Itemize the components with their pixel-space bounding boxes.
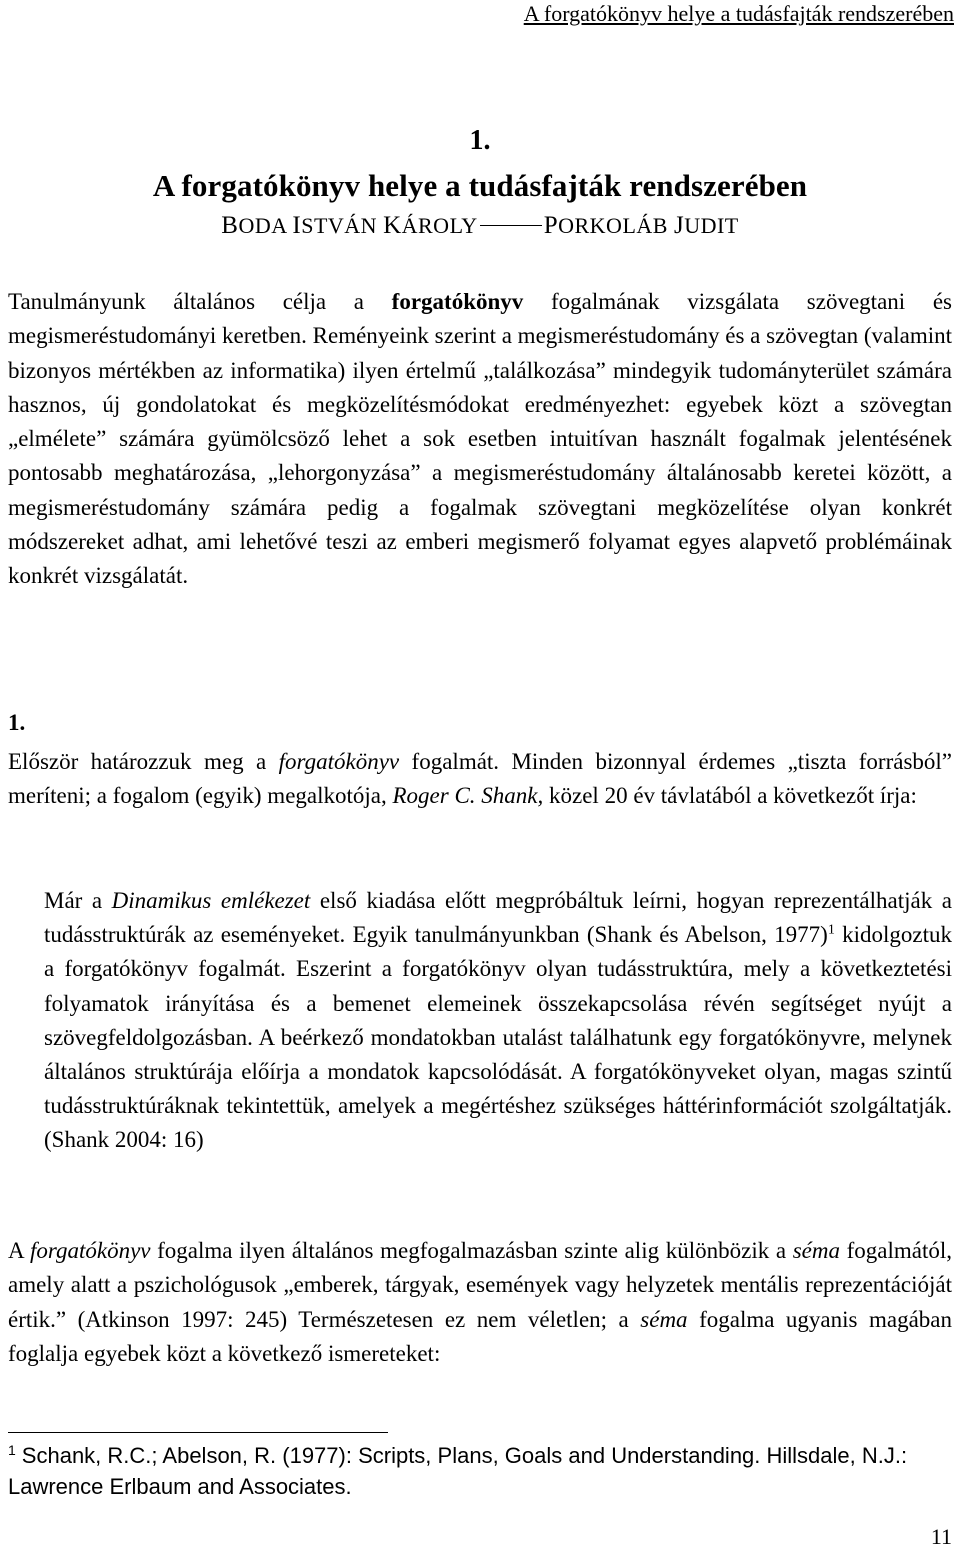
intro-text: fogalmának vizsgálata szövegtani és megismeréstudományi keretben. Reményeink szerint a megismeréstudomány és a szövegtan (valamint bizonyos mértékben az informatika) ilyen értelmű „találkozása” mindegyik tudományterület számára hasznos, új gondolatokat és megközelítésmódokat eredményezhet: egyebek közt a szövegtan „elmélete” számára gyümölcsöző lehet a sok esetben intuitívan használt fogalmak jelentésének pontosabb meghatározása, „lehorgonyzása” a megismeréstudomány általánosabb keretei között, a megismeréstudomány számára pedig a fogalmak szövegtani megközelítése olyan konkrét módszereket adhat, ami lehetővé teszi az emberi megismerő folyamat egyes alapvető problémáinak konkrét vizsgálatát. (8, 289, 952, 589)
footnote-text: Schank, R.C.; Abelson, R. (1977): Scripts, Plans, Goals and Understanding. Hillsdale, N.J.: Lawrence Erlbaum and Associates. (8, 1443, 908, 1499)
author-separator-dash (480, 225, 542, 226)
author-name-part: ORKOLÁB (558, 213, 674, 238)
author-name-part: ODA (238, 213, 293, 238)
body-text: A (8, 1238, 30, 1263)
quote-text: kidolgoztuk a forgatókönyv fogalmát. Eszerint a forgatókönyv olyan tudásstruktúra, mely a következtetési folyamatok irányítása és a bemenet elemeinek összekapcsolása révén segítséget nyújt a szövegfeldolgozásban. A beérkező mondatokban utalást találhatunk egy forgatókönyvre, melynek általános struktúrája előírja a mondatok kapcsolódását. A forgatókönyveket olyan, magas szintű tudásstruktúráknak tekintettük, amelyek a megértéshez szükséges háttérinformációt szolgáltatják. (Shank 2004: 16) (44, 922, 952, 1153)
body-emphasis: séma (792, 1238, 840, 1263)
body-text: fogalma ugyanis magában foglalja egyebek közt a következő ismereteket: (8, 1306, 953, 1366)
body-text: fogalma ilyen általános megfogalmazásban szinte alig különbözik a (150, 1238, 793, 1263)
body-emphasis: forgatókönyv (29, 1238, 151, 1263)
author-initial: I (292, 212, 302, 239)
author-initial: P (543, 212, 559, 239)
footnote (8, 1440, 952, 1502)
chapter-number: 1. (469, 125, 491, 156)
footnote-divider (8, 1432, 388, 1433)
section-number: 1. (8, 710, 26, 735)
intro-text: Tanulmányunk általános célja a (8, 289, 392, 314)
quote-text: Már a (44, 888, 112, 913)
footnote-marker: 1 (8, 1441, 16, 1458)
body-paragraph (8, 1234, 952, 1371)
block-quote (44, 884, 952, 1158)
section-paragraph (8, 745, 952, 814)
body-text: fogalmától, amely alatt a pszichológusok „emberek, tárgyak, események vagy helyzetek mentális reprezentációját értik.” (Atkinson 1997: 245) Természetesen ez nem véletlen; a (8, 1238, 952, 1332)
section-text: közel 20 év távlatából a következőt írja: (543, 783, 917, 809)
quote-text: első kiadása előtt megpróbáltuk leírni, hogyan reprezentálhatják a tudásstruktúrák az eseményeket. Egyik tanulmányunkban (Shank és Abelson, 1977) (44, 888, 952, 948)
section-emphasis: forgatókönyv (278, 749, 400, 774)
authors-line (0, 212, 960, 240)
intro-paragraph (8, 285, 952, 594)
author-name-part: STVÁN (301, 213, 384, 238)
author-initial: B (221, 212, 239, 239)
intro-keyword: forgatókönyv (391, 289, 524, 314)
author-name-part: UDIT (684, 213, 739, 238)
chapter-title: A forgatókönyv helye a tudásfajták rendszerében (152, 168, 808, 203)
section-emphasis: Roger C. Shank, (392, 783, 544, 809)
body-emphasis: séma (640, 1306, 688, 1332)
author-initial: K (383, 212, 402, 239)
author-initial: J (673, 212, 685, 239)
footnote-reference[interactable]: 1 (827, 922, 835, 938)
running-header: A forgatókönyv helye a tudásfajták rendszerében (523, 1, 954, 26)
author-name-part: ÁROLY (401, 213, 478, 238)
page-number: 11 (930, 1524, 952, 1549)
quote-emphasis: Dinamikus emlékezet (111, 888, 311, 913)
section-text: Először határozzuk meg a (8, 749, 279, 774)
section-text: fogalmát. Minden bizonnyal érdemes „tiszta forrásból” meríteni; a fogalom (egyik) megalkotója, (8, 749, 952, 809)
